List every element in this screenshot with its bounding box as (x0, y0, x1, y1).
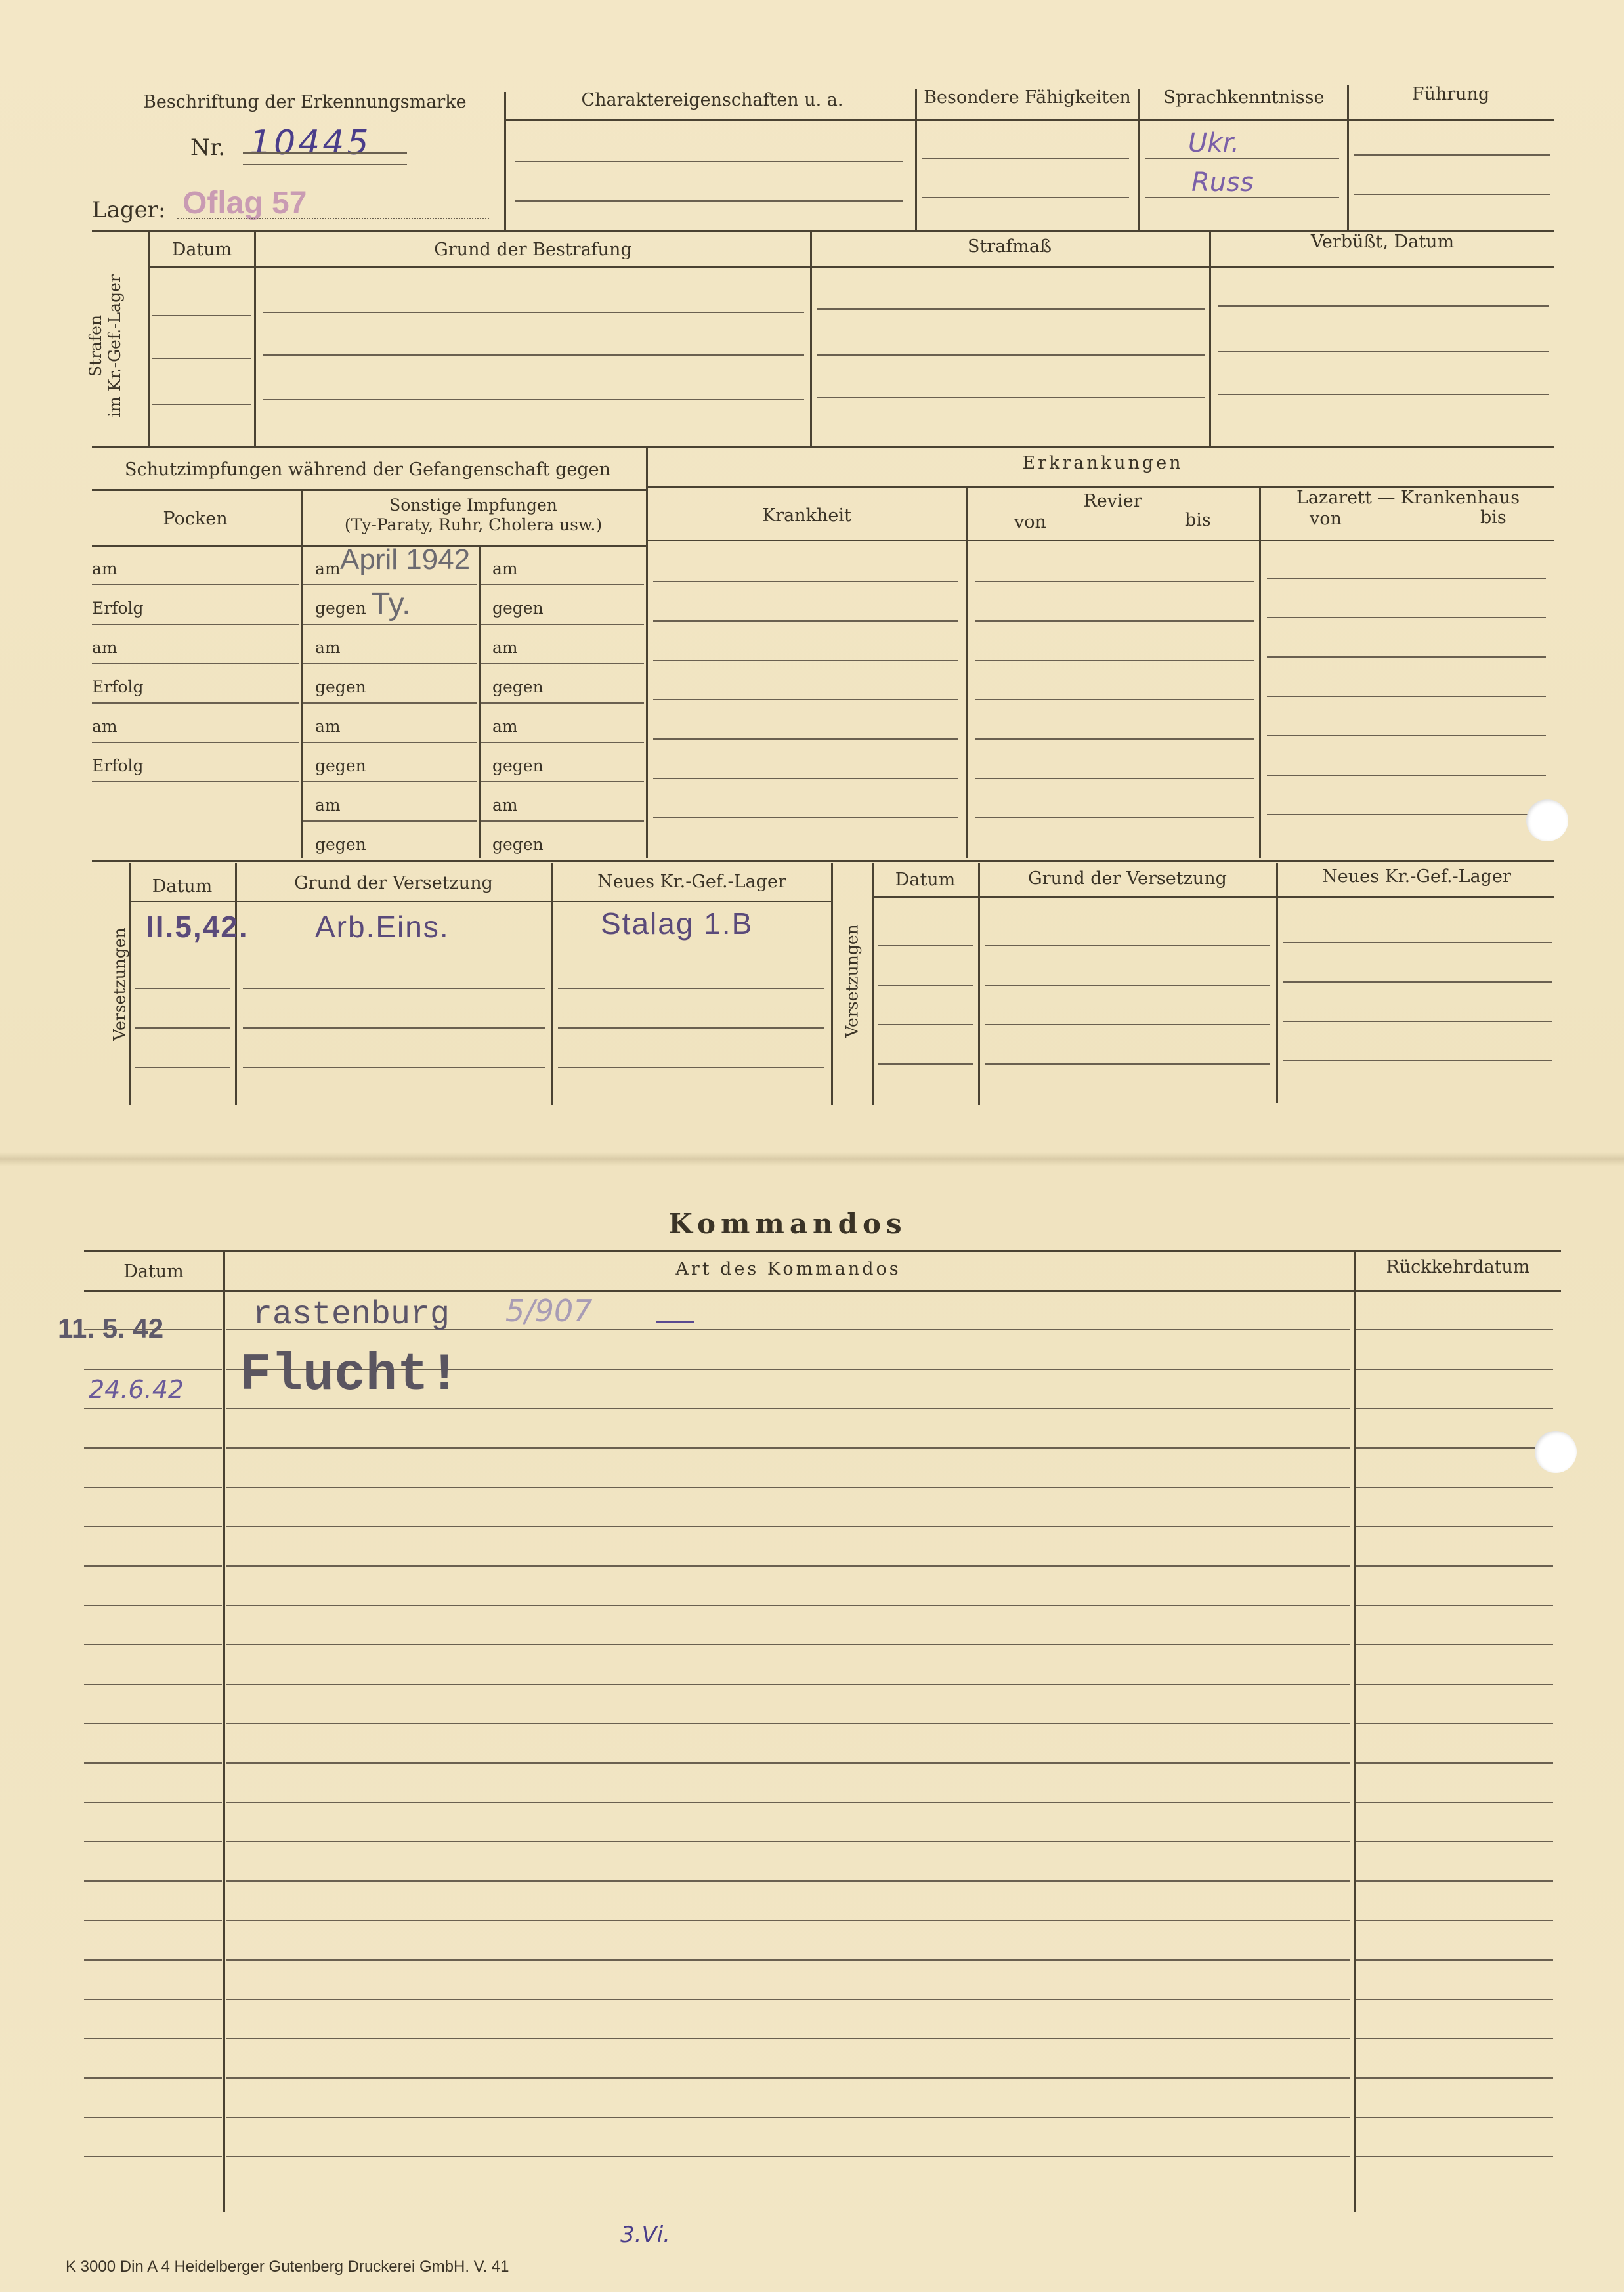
revier-von-label: von (1014, 512, 1046, 532)
revier-bis-label: bis (1185, 510, 1211, 530)
kommando-rueckkehr-label: Rückkehrdatum (1386, 1257, 1530, 1277)
kommando-entry-1-datum: 11. 5. 42 (58, 1313, 164, 1344)
pocken-row-label: am (92, 717, 118, 736)
sonstige-row-label: am (315, 559, 341, 578)
kommando-ruled-line (84, 1526, 222, 1527)
kommando-ruled-line (1356, 1802, 1553, 1803)
sonstige-row-label-2: gegen (492, 677, 544, 696)
footer-hand-mark: 3.Vi. (620, 2222, 670, 2248)
kommando-ruled-line (226, 1408, 1350, 1409)
sprache-1: Ukr. (1188, 128, 1239, 158)
kommando-datum-label: Datum (123, 1262, 184, 1282)
sonstige-row-line (303, 781, 477, 782)
sprach-label: Sprachkenntnisse (1163, 87, 1325, 108)
kommando-ruled-line (226, 1565, 1350, 1567)
kommando-ruled-line (226, 1605, 1350, 1606)
versetzung-entry-lager: Stalag 1.B (601, 906, 754, 941)
versetzungen-side-label-2: Versetzungen (842, 924, 862, 1038)
kommando-ruled-line (84, 1802, 222, 1803)
sonstige-row-line (303, 702, 477, 704)
kommando-ruled-line (84, 1920, 222, 1921)
kommando-ruled-line (226, 2156, 1350, 2157)
nr-value: 10445 (249, 123, 372, 163)
strafen-verbuesst-label: Verbüßt, Datum (1310, 232, 1455, 252)
kommando-ruled-line (84, 1605, 222, 1606)
sonstige-row-line (303, 663, 477, 664)
strafen-side-label: Strafen im Kr.-Gef.-Lager (86, 274, 124, 417)
versetzung2-grund-label: Grund der Versetzung (1028, 868, 1227, 889)
fuehrung-label: Führung (1411, 84, 1490, 104)
sprache-2: Russ (1191, 167, 1254, 198)
kommando-entry-2-art: Flucht! (240, 1346, 461, 1405)
pocken-row-line (92, 781, 299, 782)
nr-label: Nr. (190, 135, 226, 161)
kommando-ruled-line (84, 1408, 222, 1409)
sonstige-row-line (303, 624, 477, 625)
versetzung-grund-label: Grund der Versetzung (294, 873, 493, 893)
strafen-datum-label: Datum (171, 240, 232, 260)
kommando-ruled-line (1356, 2117, 1553, 2118)
kommando-ruled-line (84, 1762, 222, 1764)
pocken-row-line (92, 624, 299, 625)
pocken-row-label: Erfolg (92, 599, 144, 618)
pocken-row-line (92, 663, 299, 664)
pocken-label: Pocken (163, 509, 228, 529)
sonstige-row-label: am (315, 638, 341, 657)
sonstige-row-label-2: am (492, 638, 518, 657)
versetzung-entry-grund: Arb.Eins. (315, 910, 450, 944)
sonstige-row-line (303, 820, 477, 822)
kommando-ruled-line (1356, 1999, 1553, 2000)
sonstige-row-label: gegen (315, 756, 366, 775)
krankheit-label: Krankheit (762, 505, 851, 526)
kommando-ruled-line (1356, 1329, 1553, 1330)
sonstige-row-label-2: gegen (492, 756, 544, 775)
kommandos-title: Kommandos (668, 1208, 907, 1240)
lazarett-von-label: von (1310, 509, 1342, 529)
sonstige-row-label: am (315, 717, 341, 736)
kommando-entry-2-datum: 24.6.42 (89, 1375, 184, 1404)
kommando-art-label: Art des Kommandos (675, 1259, 901, 1279)
paper-fold (0, 1152, 1624, 1166)
kommando-ruled-line (84, 1880, 222, 1882)
strafen-grund-label: Grund der Bestrafung (434, 240, 632, 260)
kommando-ruled-line (1356, 1644, 1553, 1645)
lazarett-label: Lazarett — Krankenhaus (1296, 488, 1520, 508)
kommando-entry-1-art: rastenburg (253, 1296, 450, 1334)
kommando-ruled-line (84, 1841, 222, 1842)
kommando-ruled-line (84, 1487, 222, 1488)
sonstige-row-label-2: am (492, 717, 518, 736)
pocken-row-line (92, 584, 299, 585)
kommando-ruled-line (226, 1920, 1350, 1921)
kommando-ruled-line (226, 1959, 1350, 1961)
revier-label: Revier (1083, 491, 1142, 511)
kommando-ruled-line (84, 1723, 222, 1724)
kommando-ruled-line (84, 1999, 222, 2000)
sonstige-row-label-2: am (492, 559, 518, 578)
lager-stamp: Oflag 57 (182, 186, 307, 221)
sonstige-row-label-2: am (492, 796, 518, 815)
kommando-ruled-line (226, 2117, 1350, 2118)
sonstige-row-line (303, 742, 477, 743)
kommando-ruled-line (226, 2038, 1350, 2039)
pocken-row-label: Erfolg (92, 677, 144, 696)
kommando-ruled-line (226, 1447, 1350, 1449)
pocken-row-label: am (92, 559, 118, 578)
kommando-ruled-line (1356, 1605, 1553, 1606)
kommando-ruled-line (1356, 1723, 1553, 1724)
versetzung2-datum-label: Datum (895, 870, 956, 890)
kommando-ruled-line (1356, 1762, 1553, 1764)
lazarett-bis-label: bis (1480, 507, 1506, 528)
vaccination-type-stamp: Ty. (371, 587, 411, 622)
marke-label: Beschriftung der Erkennungsmarke (143, 92, 467, 112)
kommando-ruled-line (1356, 2156, 1553, 2157)
sonstige-row-label-2: gegen (492, 835, 544, 854)
pocken-row-label: am (92, 638, 118, 657)
sonstige-row-label: gegen (315, 835, 366, 854)
sonstige-label-2: (Ty-Paraty, Ruhr, Cholera usw.) (344, 515, 603, 534)
kommando-ruled-line (84, 1644, 222, 1645)
kommando-ruled-line (84, 1684, 222, 1685)
kommando-ruled-line (226, 1802, 1350, 1803)
pocken-row-line (92, 702, 299, 704)
kommando-entry-1-note: 5/907 (505, 1293, 593, 1328)
sonstige-row-label: gegen (315, 599, 366, 618)
sonstige-row-line-2 (481, 781, 644, 782)
sonstige-label-1: Sonstige Impfungen (389, 496, 557, 515)
lager-label: Lager: (92, 197, 166, 223)
kommando-ruled-line (226, 1487, 1350, 1488)
kommando-ruled-line (1356, 1684, 1553, 1685)
kommando-ruled-line (1356, 1487, 1553, 1488)
kommando-ruled-line (226, 2077, 1350, 2079)
sonstige-row-label: am (315, 796, 341, 815)
kommando-ruled-line (84, 1447, 222, 1449)
impfungen-header: Schutzimpfungen während der Gefangenschaft gegen (125, 459, 610, 480)
kommando-ruled-line (1356, 1841, 1553, 1842)
sonstige-row-line-2 (481, 663, 644, 664)
kommando-ruled-line (1356, 1408, 1553, 1409)
kommando-ruled-line (84, 2077, 222, 2079)
kommando-ruled-line (1356, 1959, 1553, 1961)
kommando-ruled-line (84, 1959, 222, 1961)
kommando-ruled-line (226, 1841, 1350, 1842)
versetzungen-side-label: Versetzungen (110, 927, 129, 1041)
kommando-ruled-line (84, 2156, 222, 2157)
sonstige-row-line-2 (481, 702, 644, 704)
faehigkeiten-label: Besondere Fähigkeiten (924, 87, 1131, 108)
versetzung-lager-label: Neues Kr.-Gef.-Lager (597, 872, 786, 892)
kommando-ruled-line (226, 1762, 1350, 1764)
kommando-ruled-line (226, 1526, 1350, 1527)
kommando-ruled-line (226, 1723, 1350, 1724)
sonstige-row-line-2 (481, 624, 644, 625)
printer-footer: K 3000 Din A 4 Heidelberger Gutenberg Druckerei GmbH. V. 41 (66, 2258, 509, 2276)
sonstige-row-line-2 (481, 742, 644, 743)
vaccination-date-stamp: April 1942 (340, 543, 471, 576)
strafen-strafmass-label: Strafmaß (967, 236, 1052, 257)
punch-hole-top (1526, 799, 1568, 841)
kommando-ruled-line (226, 1684, 1350, 1685)
sonstige-row-line-2 (481, 584, 644, 585)
sonstige-row-label: gegen (315, 677, 366, 696)
erkrankungen-header: Erkrankungen (1022, 453, 1184, 473)
kommando-ruled-line (1356, 2077, 1553, 2079)
versetzung-datum-label: Datum (152, 876, 213, 897)
sonstige-row-line-2 (481, 820, 644, 822)
kommando-ruled-line (226, 1880, 1350, 1882)
pocken-row-line (92, 742, 299, 743)
kommando-ruled-line (1356, 2038, 1553, 2039)
kommando-ruled-line (1356, 1369, 1553, 1370)
kommando-ruled-line (1356, 1565, 1553, 1567)
kommando-ruled-line (1356, 1880, 1553, 1882)
versetzung2-lager-label: Neues Kr.-Gef.-Lager (1322, 866, 1511, 887)
kommando-ruled-line (226, 1999, 1350, 2000)
kommando-ruled-line (226, 1644, 1350, 1645)
kommando-ruled-line (1356, 1447, 1553, 1449)
sonstige-row-line (303, 584, 477, 585)
kommando-ruled-line (84, 1369, 222, 1370)
kommando-ruled-line (84, 2038, 222, 2039)
kommando-ruled-line (1356, 1526, 1553, 1527)
kommando-ruled-line (84, 2117, 222, 2118)
charakter-label: Charaktereigenschaften u. a. (581, 90, 844, 110)
kommando-ruled-line (84, 1565, 222, 1567)
punch-hole-bottom (1535, 1431, 1577, 1473)
kommando-ruled-line (1356, 1920, 1553, 1921)
pocken-row-label: Erfolg (92, 756, 144, 775)
versetzung-entry-datum: II.5,42. (146, 910, 249, 944)
sonstige-row-label-2: gegen (492, 599, 544, 618)
